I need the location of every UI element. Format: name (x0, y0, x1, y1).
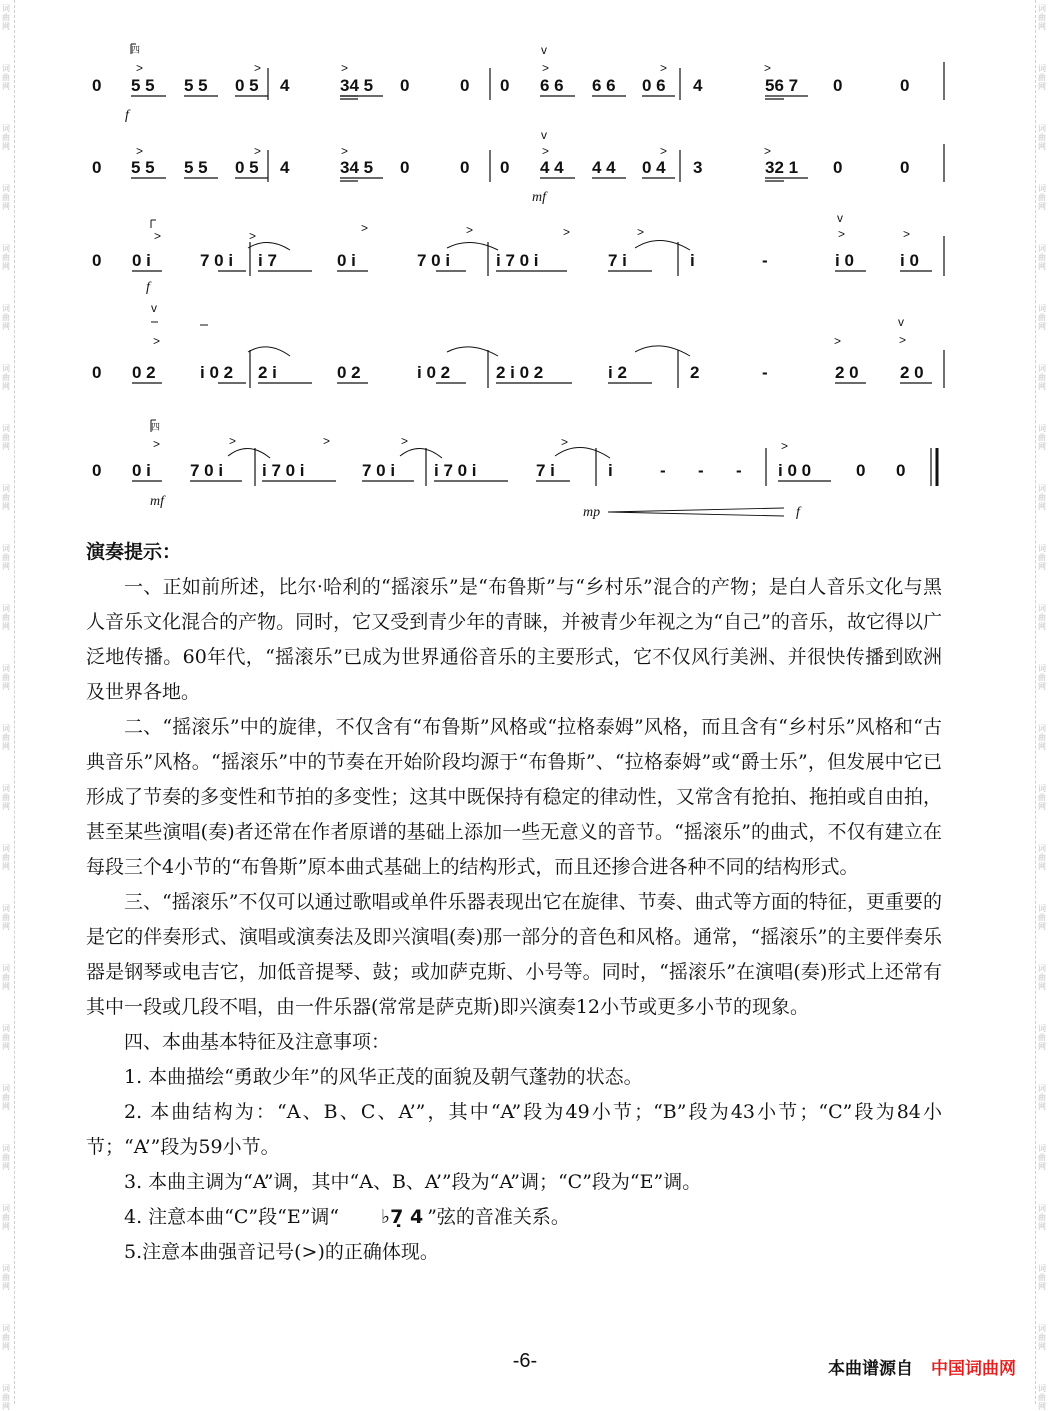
watermark-text: 词 曲 网 (2, 1204, 10, 1231)
notes-item-2: 2. 本曲结构为：“A、B、C、A’”，其中“A”段为49小节；“B”段为43小节；“C”段为84小节；“A’”段为59小节。 (86, 1101, 942, 1158)
score-token: 34 5 (340, 158, 374, 177)
watermark-text: 词 曲 网 (2, 1144, 10, 1171)
score-token: 5 5 (131, 158, 155, 177)
score-row-3 (92, 211, 944, 295)
dynamic-mark: f (125, 108, 129, 123)
svg-text:v: v (541, 128, 547, 142)
string-mark: 四 (151, 422, 161, 432)
watermark-text: 词 曲 网 (1038, 664, 1046, 691)
svg-text:v: v (151, 301, 157, 315)
item4-after: ”弦的音准关系。 (427, 1206, 570, 1228)
watermark-text: 词 曲 网 (1038, 124, 1046, 151)
watermark-text: 词 曲 网 (1038, 1144, 1046, 1171)
watermark-text: 词 曲 网 (2, 964, 10, 991)
watermark-text: 词 曲 网 (1038, 964, 1046, 991)
svg-text:>: > (660, 144, 668, 158)
svg-text:>: > (153, 334, 161, 348)
performance-notes (86, 535, 942, 1270)
svg-text:>: > (834, 334, 842, 348)
watermark-text: 词 曲 网 (2, 64, 10, 91)
score-token: 0 (460, 158, 470, 177)
watermark-text: 词 曲 网 (1038, 184, 1046, 211)
svg-text:>: > (781, 439, 789, 453)
score-token: 5 5 (184, 76, 208, 95)
watermark-text: 词 曲 网 (2, 184, 10, 211)
svg-text:>: > (249, 229, 257, 243)
dynamic-mark: f (146, 280, 150, 295)
score-token: 2 i 0 2 (496, 363, 544, 382)
svg-text:>: > (637, 225, 645, 239)
score-token: 7 0 i (417, 251, 451, 270)
score-token: 4 (693, 76, 703, 95)
svg-text:>: > (563, 225, 571, 239)
svg-text:>: > (229, 434, 237, 448)
score-token: 6 6 (540, 76, 564, 95)
score-token: 0 i (337, 251, 356, 270)
score-token: i 0 2 (200, 363, 234, 382)
score-token: 2 i (258, 363, 277, 382)
watermark-text: 词 曲 网 (1038, 484, 1046, 511)
score-svg (0, 0, 1050, 530)
svg-text:>: > (401, 434, 409, 448)
score-token: 2 0 (835, 363, 859, 382)
watermark-text: 词 曲 网 (2, 484, 10, 511)
svg-text:v: v (837, 211, 843, 225)
score-token: 0 (400, 76, 410, 95)
score-token: 5 5 (184, 158, 208, 177)
score-token: 0 4 (642, 158, 666, 177)
watermark-text: 词 曲 网 (1038, 244, 1046, 271)
score-token: i 7 (258, 251, 277, 270)
score-token: - (698, 461, 704, 480)
score-token: 0 2 (337, 363, 361, 382)
score-token: i 7 0 i (262, 461, 305, 480)
svg-text:>: > (361, 221, 369, 235)
svg-text:v: v (541, 43, 547, 57)
score-row-2 (92, 128, 944, 205)
music-score (0, 0, 1050, 530)
score-token: 4 (280, 76, 290, 95)
notes-item-4 (86, 1200, 942, 1235)
score-row-5 (92, 420, 937, 520)
watermark-text: 词 曲 网 (1038, 844, 1046, 871)
dynamic-mark: f (796, 505, 800, 520)
score-token: 4 (280, 158, 290, 177)
notes-item-1: 1. 本曲描绘“勇敢少年”的风华正茂的面貌及朝气蓬勃的状态。 (124, 1066, 643, 1088)
svg-text:>: > (899, 333, 907, 347)
watermark-text: 词 曲 网 (1038, 784, 1046, 811)
watermark-text: 词 曲 网 (1038, 64, 1046, 91)
svg-text:>: > (254, 144, 262, 158)
score-token: 2 0 (900, 363, 924, 382)
notes-paragraph-3: 三、“摇滚乐”不仅可以通过歌唱或单件乐器表现出它在旋律、节奏、曲式等方面的特征，更重要的是它的伴奏形式、演唱或演奏法及即兴演唱(奏)那一部分的音色和风格。通常，“摇滚乐”的主要伴奏乐器是钢琴或电吉它，加低音提琴、鼓；或加萨克斯、小号等。同时，“摇滚乐”在演唱(奏)形式上还常有其中一段或几段不唱，由一件乐器(常常是萨克斯)即兴演奏12小节或更多小节的现象。 (86, 891, 942, 1018)
svg-text:>: > (903, 227, 911, 241)
score-token: 7 0 i (190, 461, 224, 480)
svg-text:>: > (323, 434, 331, 448)
string-mark: 四 (131, 45, 141, 55)
watermark-text: 词 曲 网 (2, 244, 10, 271)
notes-paragraph-1: 一、正如前所述，比尔·哈利的“摇滚乐”是“布鲁斯”与“乡村乐”混合的产物；是白人音乐文化与黑人音乐文化混合的产物。同时，它又受到青少年的青睐，并被青少年视之为“自己”的音乐，故它得以广泛地传播。60年代，“摇滚乐”已成为世界通俗音乐的主要形式，它不仅风行美洲、并很快传播到欧洲及世界各地。 (86, 576, 942, 703)
score-token: 32 1 (765, 158, 799, 177)
watermark-text: 词 曲 网 (2, 904, 10, 931)
watermark-text: 词 曲 网 (1038, 1384, 1046, 1411)
score-token: 0 (833, 76, 843, 95)
watermark-text: 词 曲 网 (1038, 364, 1046, 391)
watermark-text: 词 曲 网 (2, 1324, 10, 1351)
svg-text:v: v (898, 315, 904, 329)
score-token: - (660, 461, 666, 480)
score-token: i 0 2 (417, 363, 451, 382)
watermark-text: 词 曲 网 (1038, 424, 1046, 451)
score-token: 2 (690, 363, 700, 382)
watermark-text: 词 曲 网 (2, 844, 10, 871)
score-token: 56 7 (765, 76, 799, 95)
score-token: i 0 0 (778, 461, 812, 480)
score-token: 0 (500, 158, 510, 177)
dynamic-mark: mp (583, 505, 601, 520)
svg-text:>: > (838, 227, 846, 241)
watermark-text: 词 曲 网 (1038, 604, 1046, 631)
score-token: - (762, 363, 768, 382)
source-site-link[interactable]: 中国词曲网 (931, 1359, 1016, 1379)
score-token: 34 5 (340, 76, 374, 95)
watermark-text: 词 曲 网 (2, 1264, 10, 1291)
score-token: i 0 (900, 251, 919, 270)
source-credit (828, 1354, 1016, 1379)
score-token: - (736, 461, 742, 480)
svg-text:>: > (542, 61, 550, 75)
svg-text:>: > (561, 435, 569, 449)
watermark-text: 词 曲 网 (2, 664, 10, 691)
watermark-text: 词 曲 网 (2, 364, 10, 391)
watermark-text: 词 曲 网 (2, 1024, 10, 1051)
score-token: 0 (92, 461, 102, 480)
score-token: 0 (92, 363, 102, 382)
watermark-text: 词 曲 网 (1038, 1324, 1046, 1351)
svg-text:>: > (542, 144, 550, 158)
score-token: 0 5 (235, 76, 259, 95)
svg-text:>: > (154, 229, 162, 243)
score-token: 0 (900, 76, 910, 95)
score-row-1 (92, 43, 944, 123)
score-token: 0 (856, 461, 866, 480)
watermark-text: 词 曲 网 (2, 124, 10, 151)
watermark-text: 词 曲 网 (1038, 724, 1046, 751)
item4-before: 4. 注意本曲“C”段“E”调“ (124, 1206, 340, 1228)
notes-heading: 演奏提示： (86, 541, 182, 563)
watermark-text: 词 曲 网 (1038, 1264, 1046, 1291)
svg-text:>: > (136, 144, 144, 158)
score-token: - (762, 251, 768, 270)
score-token: 0 (400, 158, 410, 177)
svg-text:>: > (136, 61, 144, 75)
score-token: 5 5 (131, 76, 155, 95)
watermark-text: 词 曲 网 (2, 304, 10, 331)
watermark-text: 词 曲 网 (2, 784, 10, 811)
score-token: i 2 (608, 363, 627, 382)
svg-text:>: > (153, 437, 161, 451)
score-token: 0 (833, 158, 843, 177)
watermark-text: 词 曲 网 (1038, 904, 1046, 931)
score-token: i 7 0 i (434, 461, 477, 480)
watermark-text: 词 曲 网 (1038, 304, 1046, 331)
dynamic-mark: mf (532, 190, 546, 205)
svg-text:>: > (341, 144, 349, 158)
watermark-text: 词 曲 网 (2, 604, 10, 631)
svg-text:>: > (254, 61, 262, 75)
score-token: 0 (900, 158, 910, 177)
score-row-4 (92, 301, 944, 388)
watermark-text: 词 曲 网 (1038, 1084, 1046, 1111)
notes-item-3: 3. 本曲主调为“A”调，其中“A、B、A’”段为“A”调；“C”段为“E”调。 (124, 1171, 702, 1193)
watermark-text: 词 曲 网 (2, 424, 10, 451)
watermark-text: 词 曲 网 (2, 724, 10, 751)
watermark-text: 词 曲 网 (2, 1084, 10, 1111)
score-token: 6 6 (592, 76, 616, 95)
score-token: 7 0 i (200, 251, 234, 270)
score-token: 7 i (608, 251, 627, 270)
watermark-text: 词 曲 网 (1038, 544, 1046, 571)
score-token: i 0 (835, 251, 854, 270)
notes-paragraph-4: 四、本曲基本特征及注意事项： (124, 1031, 391, 1053)
score-token: 0 (92, 76, 102, 95)
svg-text:>: > (341, 61, 349, 75)
watermark-text: 词 曲 网 (1038, 1024, 1046, 1051)
svg-text:>: > (764, 144, 772, 158)
score-token: 4 4 (540, 158, 564, 177)
svg-text:>: > (660, 61, 668, 75)
watermark-text: 词 曲 网 (2, 544, 10, 571)
watermark-text: 词 曲 网 (1038, 4, 1046, 31)
score-token: 0 i (132, 461, 151, 480)
score-token: 0 (92, 158, 102, 177)
source-label: 本曲谱源自 (828, 1359, 913, 1379)
score-token: 4 4 (592, 158, 616, 177)
score-token: 0 (460, 76, 470, 95)
notes-paragraph-2: 二、“摇滚乐”中的旋律，不仅含有“布鲁斯”风格或“拉格泰姆”风格，而且含有“乡村乐”风格和“古典音乐”风格。“摇滚乐”中的节奏在开始阶段均源于“布鲁斯”、“拉格泰姆”或“爵士乐”，但发展中它已形成了节奏的多变性和节拍的多变性；这其中既保持有稳定的律动性，又常含有抢拍、拖拍或自由拍，甚至某些演唱(奏)者还常在作者原谱的基础上添加一些无意义的音节。“摇滚乐”的曲式，不仅有建立在每段三个4小节的“布鲁斯”原本曲式基础上的结构形式，而且还掺合进各种不同的结构形式。 (86, 716, 942, 878)
score-token: 0 (896, 461, 906, 480)
score-token: i 7 0 i (496, 251, 539, 270)
score-token: i (690, 251, 695, 270)
watermark-text: 词 曲 网 (1038, 1204, 1046, 1231)
svg-text:>: > (466, 223, 474, 237)
score-token: 3 (693, 158, 703, 177)
score-token: i (608, 461, 613, 480)
score-token: 0 6 (642, 76, 666, 95)
score-token: 7 i (536, 461, 555, 480)
score-token: 0 i (132, 251, 151, 270)
watermark-text: 词 曲 网 (2, 4, 10, 31)
score-token: 0 2 (132, 363, 156, 382)
score-token: 0 (92, 251, 102, 270)
watermark-text: 词 曲 网 (2, 1384, 10, 1411)
dynamic-mark: mf (150, 494, 164, 509)
svg-text:>: > (764, 61, 772, 75)
page-number: -6- (512, 1350, 538, 1372)
flat-seven-four-symbol: ♭7̣ 4 (381, 1206, 424, 1228)
score-token: 0 5 (235, 158, 259, 177)
score-token: 7 0 i (362, 461, 396, 480)
notes-item-5: 5.注意本曲强音记号(>)的正确体现。 (124, 1241, 439, 1263)
score-token: 0 (500, 76, 510, 95)
